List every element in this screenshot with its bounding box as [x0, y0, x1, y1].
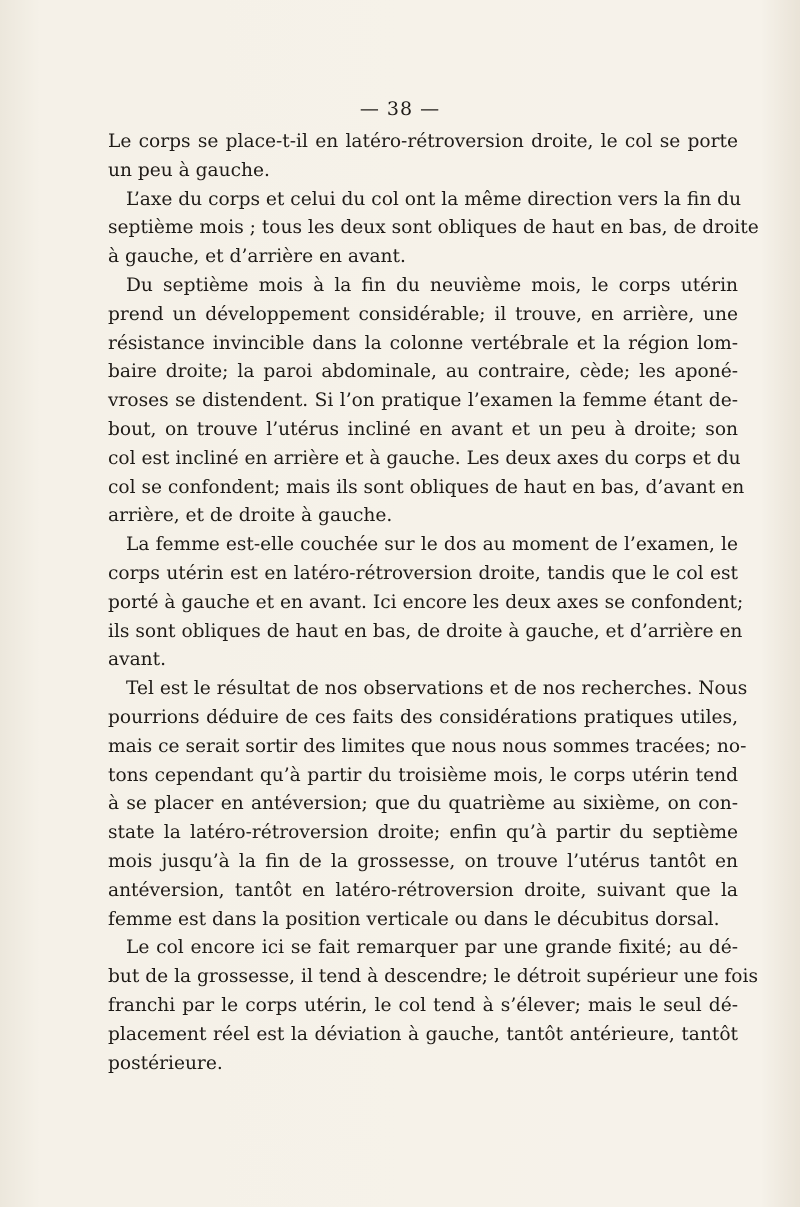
text-line: ils sont obliques de haut en bas, de droite à gauche, et d’arrière en	[108, 620, 743, 642]
text-line: septième mois ; tous les deux sont obliques de haut en bas, de droite	[108, 217, 759, 239]
text-line: state la latéro-rétroversion droite; enfin qu’à partir du septième	[108, 822, 738, 844]
text-line: mais ce serait sortir des limites que nous nous sommes tracées; no-	[108, 735, 747, 757]
text-line: pourrions déduire de ces faits des considérations pratiques utiles,	[108, 706, 738, 728]
text-line: porté à gauche et en avant. Ici encore les deux axes se confondent;	[108, 591, 744, 613]
text-line: La femme est-elle couchée sur le dos au moment de l’examen, le	[126, 534, 738, 556]
text-line: Tel est le résultat de nos observations et de nos recherches. Nous	[126, 678, 748, 700]
text-line: postérieure.	[108, 1052, 223, 1074]
text-line: Le corps se place-t-il en latéro-rétroversion droite, le col se porte	[108, 131, 738, 152]
text-line: mois jusqu’à la fin de la grossesse, on trouve l’utérus tantôt en	[108, 850, 738, 872]
text-line: L’axe du corps et celui du col ont la même direction vers la fin du	[126, 188, 742, 210]
text-line: bout, on trouve l’utérus incliné en avant et un peu à droite; son	[108, 418, 738, 440]
text-line: Le col encore ici se fait remarquer par une grande fixité; au dé-	[126, 937, 738, 959]
text-line: but de la grossesse, il tend à descendre; le détroit supérieur une fois	[108, 966, 758, 988]
body-text	[108, 128, 759, 1078]
text-line: baire droite; la paroi abdominale, au contraire, cède; les aponé-	[108, 361, 738, 383]
text-line: placement réel est la déviation à gauche, tantôt antérieure, tantôt	[108, 1023, 738, 1045]
text-line: antéversion, tantôt en latéro-rétroversion droite, suivant que la	[108, 879, 738, 901]
text-line: résistance invincible dans la colonne vertébrale et la région lom-	[108, 332, 738, 354]
text-line: arrière, et de droite à gauche.	[108, 505, 393, 527]
text-line: col se confondent; mais ils sont obliques de haut en bas, d’avant en	[108, 476, 745, 498]
text-line: vroses se distendent. Si l’on pratique l’examen la femme étant de-	[108, 390, 738, 412]
text-line: Du septième mois à la fin du neuvième mois, le corps utérin	[126, 274, 738, 296]
page-number: — 38 —	[359, 98, 441, 120]
text-line: prend un développement considérable; il trouve, en arrière, une	[108, 303, 738, 325]
text-line: tons cependant qu’à partir du troisième mois, le corps utérin tend	[108, 764, 738, 786]
text-line: à gauche, et d’arrière en avant.	[108, 246, 406, 268]
text-line: col est incliné en arrière et à gauche. Les deux axes du corps et du	[108, 447, 741, 469]
text-line: franchi par le corps utérin, le col tend à s’élever; mais le seul dé-	[108, 994, 738, 1016]
text-line: à se placer en antéversion; que du quatrième au sixième, on con-	[108, 793, 738, 815]
text-line: corps utérin est en latéro-rétroversion droite, tandis que le col est	[108, 562, 738, 584]
text-line: avant.	[108, 649, 167, 671]
text-line: un peu à gauche.	[108, 159, 270, 181]
text-line: femme est dans la position verticale ou dans le décubitus dorsal.	[108, 908, 720, 930]
